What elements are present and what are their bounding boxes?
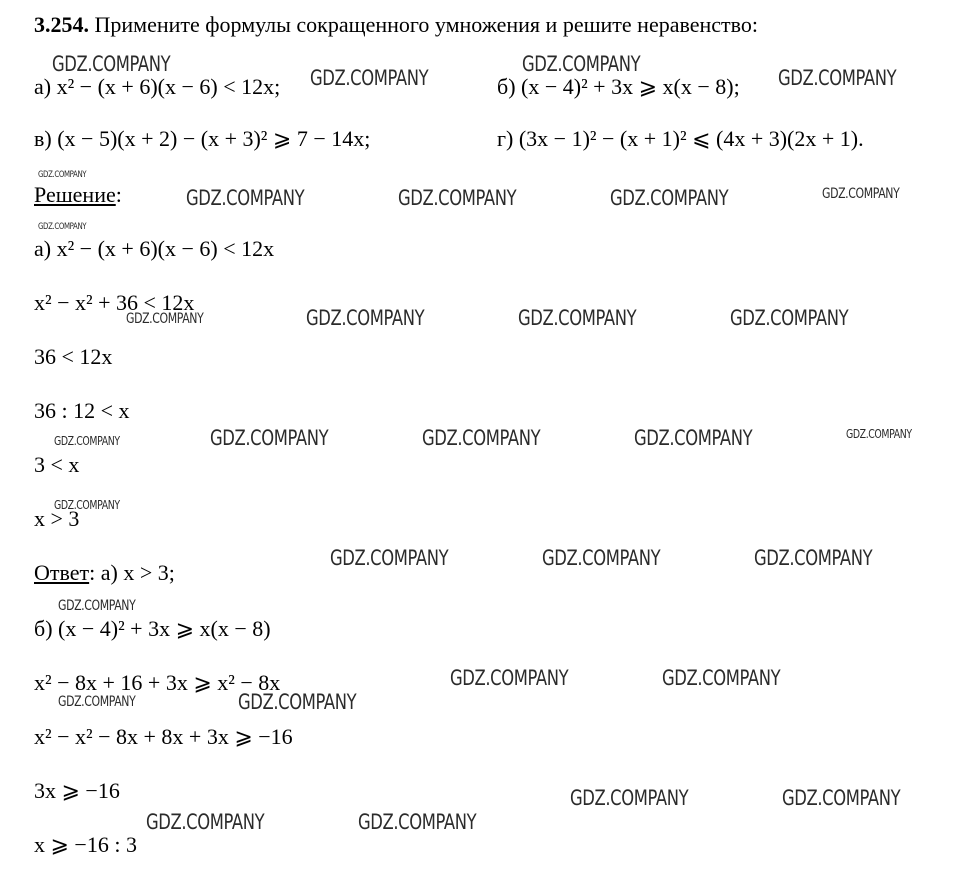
watermark: GDZ.COMPANY [38, 170, 87, 180]
watermark: GDZ.COMPANY [846, 427, 912, 441]
answer-label: Ответ [34, 560, 90, 585]
solution-heading [34, 182, 122, 208]
watermark: GDZ.COMPANY [358, 810, 477, 834]
watermark: GDZ.COMPANY [730, 306, 849, 330]
step-a-1: а) x² − (x + 6)(x − 6) < 12x [34, 236, 275, 261]
step-a-5: 3 < x [34, 452, 80, 477]
task-v: в) (x − 5)(x + 2) − (x + 3)² ⩾ 7 − 14x; [34, 126, 371, 151]
step-a-4: 36 : 12 < x [34, 398, 130, 423]
watermark: GDZ.COMPANY [54, 498, 120, 512]
watermark: GDZ.COMPANY [146, 810, 265, 834]
watermark: GDZ.COMPANY [398, 186, 517, 210]
watermark: GDZ.COMPANY [58, 694, 136, 710]
step-a-6: x > 3 [34, 506, 80, 531]
watermark: GDZ.COMPANY [542, 546, 661, 570]
step-b-4: 3x ⩾ −16 [34, 778, 120, 803]
watermark: GDZ.COMPANY [778, 66, 897, 90]
watermark: GDZ.COMPANY [210, 426, 329, 450]
watermark: GDZ.COMPANY [634, 426, 753, 450]
watermark: GDZ.COMPANY [610, 186, 729, 210]
solution-colon: : [115, 182, 122, 207]
task-g: г) (3x − 1)² − (x + 1)² ⩽ (4x + 3)(2x + 1). [497, 126, 864, 151]
watermark: GDZ.COMPANY [662, 666, 781, 690]
watermark: GDZ.COMPANY [518, 306, 637, 330]
watermark: GDZ.COMPANY [450, 666, 569, 690]
watermark: GDZ.COMPANY [782, 786, 901, 810]
step-b-1: б) (x − 4)² + 3x ⩾ x(x − 8) [34, 616, 271, 641]
watermark: GDZ.COMPANY [58, 598, 136, 614]
watermark: GDZ.COMPANY [126, 311, 204, 327]
watermark: GDZ.COMPANY [570, 786, 689, 810]
problem-number: 3.254. [34, 12, 89, 37]
problem-header [34, 12, 758, 38]
task-a: а) x² − (x + 6)(x − 6) < 12x; [34, 74, 281, 99]
answer-text: : а) x > 3; [89, 560, 175, 585]
watermark: GDZ.COMPANY [238, 690, 357, 714]
watermark: GDZ.COMPANY [38, 222, 87, 232]
solution-label: Решение [34, 182, 116, 207]
step-a-2: x² − x² + 36 < 12x [34, 290, 195, 315]
watermark: GDZ.COMPANY [310, 66, 429, 90]
watermark: GDZ.COMPANY [186, 186, 305, 210]
watermark: GDZ.COMPANY [754, 546, 873, 570]
watermark: GDZ.COMPANY [54, 434, 120, 448]
watermark: GDZ.COMPANY [52, 52, 171, 76]
watermark: GDZ.COMPANY [522, 52, 641, 76]
watermark: GDZ.COMPANY [422, 426, 541, 450]
step-b-3: x² − x² − 8x + 8x + 3x ⩾ −16 [34, 724, 293, 749]
watermark: GDZ.COMPANY [306, 306, 425, 330]
watermark: GDZ.COMPANY [822, 186, 900, 202]
answer-line [34, 560, 175, 586]
step-a-3: 36 < 12x [34, 344, 113, 369]
problem-statement: Примените формулы сокращенного умножения и решите неравенство: [89, 12, 759, 37]
step-b-5: x ⩾ −16 : 3 [34, 832, 137, 857]
step-b-2: x² − 8x + 16 + 3x ⩾ x² − 8x [34, 670, 281, 695]
task-b: б) (x − 4)² + 3x ⩾ x(x − 8); [497, 74, 740, 99]
watermark: GDZ.COMPANY [330, 546, 449, 570]
